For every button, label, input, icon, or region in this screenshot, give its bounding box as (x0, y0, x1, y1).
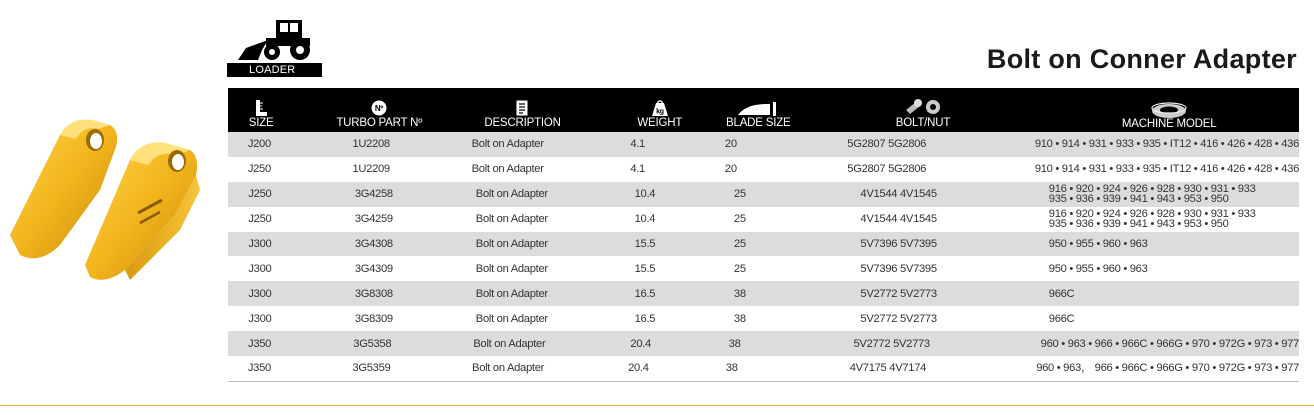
cell-weight: 10.4 (634, 213, 656, 226)
model-line: 960 • 963 • 966 • 966C • 966G • 970 • 972G • 973 • 977 (1040, 337, 1299, 350)
model-line: 935 • 936 • 939 • 941 • 943 • 953 • 950 (1048, 218, 1229, 231)
cell-blade: 25 (733, 213, 746, 226)
model-line: 910 • 914 • 931 • 933 • 935 • IT12 • 416 • 426 • 428 • 436 (1034, 163, 1299, 176)
cell-part: 3G8308 (354, 287, 393, 300)
cell-size: J250 (248, 213, 272, 226)
table-row (228, 232, 1299, 257)
weight-kg-icon (651, 100, 669, 116)
column-label: DESCRIPTION (484, 117, 561, 129)
cell-weight: 20.4 (628, 362, 649, 375)
cell-part: 3G4258 (354, 188, 393, 201)
cell-bolt: 5V2772 5V2773 (860, 312, 937, 325)
loader-icon (232, 18, 314, 62)
cell-model (1003, 339, 1299, 349)
table-row (228, 306, 1299, 331)
model-line: 916 • 920 • 924 • 926 • 928 • 930 • 931 • 933 (1048, 208, 1256, 221)
cell-size: J300 (248, 287, 272, 300)
column-label: BLADE SIZE (726, 117, 791, 129)
column-label: TURBO PART Nº (336, 117, 423, 129)
cell-part: 1U2208 (352, 138, 390, 151)
table-row (228, 281, 1299, 306)
column-header-blade (710, 88, 807, 132)
cell-part: 3G4259 (354, 213, 393, 226)
cell-weight: 10.4 (634, 188, 656, 201)
cell-weight: 15.5 (634, 238, 656, 250)
cell-description: Bolt on Adapter (471, 138, 544, 151)
cell-blade: 25 (733, 238, 746, 250)
model-line: 950 • 955 • 960 • 963 (1048, 238, 1148, 250)
cell-blade: 38 (725, 362, 738, 375)
column-header-bolt (807, 88, 1040, 132)
cell-model (1011, 239, 1299, 249)
cell-weight: 20.4 (630, 337, 651, 350)
table-row (228, 157, 1299, 182)
cell-size: J250 (247, 163, 271, 176)
bolt-nut-icon (904, 98, 942, 116)
cell-size: J300 (248, 238, 272, 250)
cell-description: Bolt on Adapter (475, 287, 548, 300)
table-row (228, 356, 1299, 382)
table-header (228, 88, 1299, 132)
cell-description: Bolt on Adapter (475, 188, 548, 201)
cell-bolt: 4V1544 4V1545 (860, 188, 937, 201)
cell-description: Bolt on Adapter (473, 337, 546, 350)
table-row (228, 256, 1299, 281)
weight-kg-text: kg (655, 108, 664, 116)
cell-bolt: 5V7396 5V7395 (860, 238, 937, 250)
cell-model (998, 363, 1299, 373)
blade-icon (738, 102, 778, 116)
model-line: 916 • 920 • 924 • 926 • 928 • 930 • 931 • 933 (1048, 183, 1256, 196)
table-row (228, 331, 1299, 356)
cell-part: 1U2209 (352, 163, 390, 176)
specs-table (228, 88, 1299, 382)
cell-part: 3G8309 (354, 312, 393, 325)
cell-description: Bolt on Adapter (472, 362, 545, 375)
cell-size: J200 (247, 138, 271, 151)
cell-blade: 25 (733, 262, 746, 275)
bottom-divider (0, 405, 1314, 406)
column-label: WEIGHT (637, 117, 683, 129)
cell-size: J300 (248, 312, 272, 325)
cell-bolt: 5V7396 5V7395 (860, 262, 937, 275)
cell-size: J350 (248, 337, 272, 350)
cell-blade: 38 (728, 337, 741, 350)
machine-ring-icon (1151, 102, 1187, 118)
column-header-part (294, 88, 464, 132)
cell-model (1011, 289, 1299, 299)
cell-size: J300 (248, 262, 272, 275)
cell-bolt: 5V2772 5V2773 (860, 287, 937, 300)
cell-model (1011, 184, 1299, 204)
cell-part: 3G5359 (352, 362, 391, 375)
cell-model (1011, 314, 1299, 324)
column-header-description (464, 88, 609, 132)
column-label: BOLT/NUT (895, 117, 951, 129)
cell-description: Bolt on Adapter (475, 238, 548, 250)
model-line: 935 • 936 • 939 • 941 • 943 • 953 • 950 (1048, 193, 1229, 206)
cell-bolt: 5G2807 5G2806 (847, 163, 927, 176)
cell-description: Bolt on Adapter (475, 312, 548, 325)
cell-weight: 4.1 (630, 163, 645, 176)
document-icon (516, 100, 528, 116)
column-label: MACHINE MODEL (1121, 118, 1217, 130)
model-line: 966C (1048, 312, 1075, 325)
column-header-size (228, 88, 294, 132)
table-row (228, 182, 1299, 207)
table-row (228, 207, 1299, 232)
cell-blade: 20 (724, 138, 737, 151)
page-title: Bolt on Conner Adapter (986, 44, 1297, 74)
cell-model (1011, 264, 1299, 274)
cell-blade: 38 (733, 312, 746, 325)
cell-size: J350 (247, 362, 271, 375)
cell-model (997, 139, 1299, 149)
cell-bolt: 4V7175 4V7174 (849, 362, 927, 375)
cell-weight: 15.5 (634, 262, 656, 275)
cell-part: 3G4309 (354, 262, 393, 275)
cell-model (1011, 209, 1299, 229)
cell-size: J250 (248, 188, 272, 201)
cell-part: 3G5358 (353, 337, 392, 350)
cell-blade: 25 (733, 188, 746, 201)
table-row (228, 132, 1299, 157)
column-header-weight (610, 88, 710, 132)
adapter-product-image (0, 95, 210, 285)
column-header-model (1039, 88, 1299, 132)
cell-model (997, 164, 1299, 174)
cell-weight: 16.5 (634, 287, 656, 300)
loader-label: LOADER (227, 63, 322, 77)
model-line: 960 • 963， 966 • 966C • 966G • 970 • 972G • 973 • 977 (1036, 362, 1299, 375)
model-line: 910 • 914 • 931 • 933 • 935 • IT12 • 416 • 426 • 428 • 436 (1034, 138, 1299, 151)
cell-description: Bolt on Adapter (471, 163, 544, 176)
cell-weight: 4.1 (630, 138, 645, 151)
number-badge-icon (371, 100, 387, 116)
cell-weight: 16.5 (634, 312, 656, 325)
cell-bolt: 5V2772 5V2773 (853, 337, 930, 350)
cell-description: Bolt on Adapter (475, 262, 548, 275)
cell-blade: 20 (724, 163, 737, 176)
model-line: 950 • 955 • 960 • 963 (1048, 262, 1148, 275)
cell-bolt: 4V1544 4V1545 (860, 213, 937, 226)
number-badge-text: Nº (375, 104, 384, 113)
column-label: SIZE (248, 117, 274, 129)
size-ruler-icon (255, 100, 267, 116)
cell-bolt: 5G2807 5G2806 (847, 138, 927, 151)
loader-category-badge (227, 18, 322, 77)
cell-blade: 38 (733, 287, 746, 300)
cell-part: 3G4308 (354, 238, 393, 250)
model-line: 966C (1048, 287, 1075, 300)
cell-description: Bolt on Adapter (475, 213, 548, 226)
